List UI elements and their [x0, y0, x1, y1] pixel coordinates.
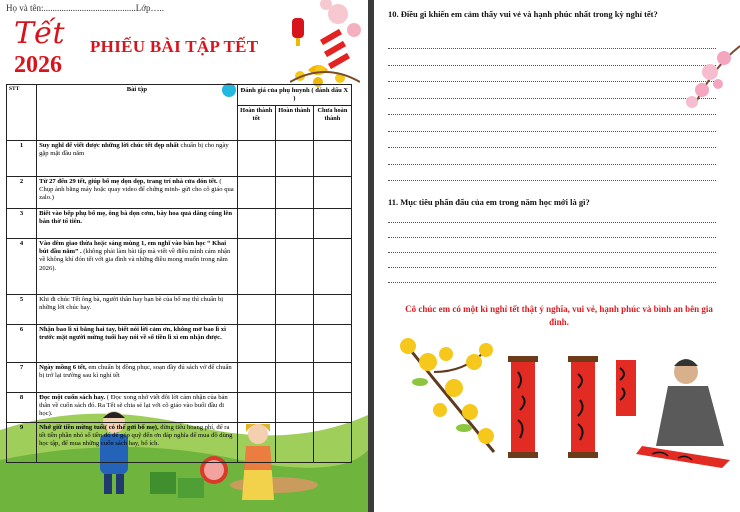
evaluation-checkbox-cell[interactable] — [275, 177, 313, 209]
task-detail-text: em chuẩn bị đồng phục, soạn đầy đủ sách vở để chuẩn bị trở lại trường sau kì nghỉ tết — [39, 364, 232, 380]
evaluation-checkbox-cell[interactable] — [313, 239, 351, 295]
task-description — [37, 423, 238, 463]
evaluation-checkbox-cell[interactable] — [275, 239, 313, 295]
row-number: 2 — [7, 177, 37, 209]
task-bold-text: Từ 27 đến 29 tết, giúp bố mẹ dọn dẹp, trang trí nhà cửa đón tết. — [39, 178, 218, 185]
row-number: 6 — [7, 325, 37, 363]
task-detail-text: (không phải làm bài tập mà viết về điều mình cảm nhận về không khí đón tết với gia đình và những điều mong muốn trong năm 2026). — [39, 248, 231, 272]
evaluation-checkbox-cell[interactable] — [275, 423, 313, 463]
evaluation-checkbox-cell[interactable] — [313, 423, 351, 463]
row-number: 4 — [7, 239, 37, 295]
evaluation-column-header: Hoàn thành — [275, 106, 313, 141]
worksheet-page-left — [0, 0, 368, 512]
row-number: 5 — [7, 295, 37, 325]
row-number: 8 — [7, 393, 37, 423]
answer-line-q10[interactable] — [388, 65, 716, 66]
table-row — [7, 141, 352, 177]
evaluation-checkbox-cell[interactable] — [313, 325, 351, 363]
calligrapher-illustration — [612, 350, 736, 470]
task-description — [37, 209, 238, 239]
row-number: 9 — [7, 423, 37, 463]
evaluation-checkbox-cell[interactable] — [275, 295, 313, 325]
task-bold-text: Suy nghĩ để viết được những lời chúc tết đẹp nhất — [39, 142, 179, 149]
task-bold-text: Ngày mồng 6 tết, — [39, 364, 87, 371]
answer-line-q10[interactable] — [388, 114, 716, 115]
task-description — [37, 239, 238, 295]
task-description — [37, 393, 238, 423]
yellow-apricot-blossom-illustration — [394, 332, 504, 462]
table-row — [7, 295, 352, 325]
table-row — [7, 239, 352, 295]
answer-line-q10[interactable] — [388, 48, 716, 49]
worksheet-page-right — [374, 0, 740, 512]
task-description — [37, 295, 238, 325]
answer-line-q10[interactable] — [388, 131, 716, 132]
year-label: 2026 — [14, 52, 62, 78]
teacher-wish-text: Cô chúc em có một kì nghỉ tết thật ý nghĩa, vui vẻ, hạnh phúc và bình an bên gia đình. — [405, 304, 713, 328]
evaluation-header: Đánh giá của phụ huynh ( đánh dấu X ) — [237, 85, 351, 106]
table-row — [7, 363, 352, 393]
evaluation-checkbox-cell[interactable] — [275, 393, 313, 423]
table-row — [7, 393, 352, 423]
task-header: Bài tập — [37, 85, 238, 141]
answer-line-q11[interactable] — [388, 252, 716, 253]
evaluation-column-header: Chưa hoàn thành — [313, 106, 351, 141]
answer-line-q10[interactable] — [388, 81, 716, 82]
peach-blossom-decoration — [674, 36, 740, 116]
evaluation-checkbox-cell[interactable] — [275, 141, 313, 177]
task-description — [37, 177, 238, 209]
evaluation-checkbox-cell[interactable] — [237, 423, 275, 463]
task-detail-text: ( Chụp ảnh bằng máy hoặc quay video để chứng minh- gửi cho cô giáo qua zalo.) — [39, 178, 234, 202]
evaluation-checkbox-cell[interactable] — [237, 239, 275, 295]
stt-header: STT — [7, 85, 37, 141]
evaluation-checkbox-cell[interactable] — [237, 177, 275, 209]
task-bold-text: Nhớ giữ tiền mừng tuổi( có thể gửi bố mẹ), — [39, 424, 159, 431]
row-number: 1 — [7, 141, 37, 177]
evaluation-checkbox-cell[interactable] — [313, 141, 351, 177]
task-detail-text: ( Đọc xong nhớ viết đôi lời cảm nhận của bản thân về cuốn sách đó. Ra Tết sẽ chia sẻ lại với cô giáo vào buổi đầu đi học). — [39, 394, 228, 418]
answer-line-q11[interactable] — [388, 267, 716, 268]
task-description — [37, 363, 238, 393]
question-11: 11. Mục tiêu phấn đấu của em trong năm học mới là gì? — [388, 197, 590, 207]
evaluation-checkbox-cell[interactable] — [237, 141, 275, 177]
task-detail-text: chuẩn bị cho ngày gặp mặt đầu năm — [39, 142, 229, 158]
evaluation-checkbox-cell[interactable] — [275, 363, 313, 393]
evaluation-checkbox-cell[interactable] — [237, 363, 275, 393]
worksheet-title: PHIẾU BÀI TẬP TẾT — [90, 37, 259, 56]
answer-line-q11[interactable] — [388, 282, 716, 283]
evaluation-checkbox-cell[interactable] — [237, 209, 275, 239]
task-bold-text: Vào đêm giao thừa hoặc sáng mùng 1, em nghĩ vào bàn học “ Khai bút đầu năm” . — [39, 240, 227, 256]
evaluation-checkbox-cell[interactable] — [237, 325, 275, 363]
evaluation-checkbox-cell[interactable] — [313, 393, 351, 423]
name-class-line: Họ và tên:.........................................Lớp….. — [6, 3, 164, 13]
row-number: 7 — [7, 363, 37, 393]
calligraphy-scroll-left — [508, 356, 538, 460]
table-row — [7, 209, 352, 239]
task-table — [6, 84, 352, 463]
evaluation-checkbox-cell[interactable] — [313, 177, 351, 209]
answer-line-q11[interactable] — [388, 237, 716, 238]
evaluation-checkbox-cell[interactable] — [313, 295, 351, 325]
task-description — [37, 141, 238, 177]
table-row — [7, 325, 352, 363]
row-number: 3 — [7, 209, 37, 239]
evaluation-checkbox-cell[interactable] — [237, 393, 275, 423]
evaluation-checkbox-cell[interactable] — [313, 363, 351, 393]
evaluation-checkbox-cell[interactable] — [275, 325, 313, 363]
answer-line-q10[interactable] — [388, 180, 716, 181]
task-bold-text: Đọc một cuốn sách hay. — [39, 394, 106, 401]
task-detail-text: Khi đi chúc Tết ông bà, người thân hay bạn bè của bố mẹ thì chuẩn bị những lời chúc hay. — [39, 296, 224, 312]
task-detail-text: đừng tiêu hoang phí, để ra tết tiền phần nhỏ số tiền đó để góp quỹ đến ơn đáp nghĩa để mua đồ dùng học tập, để mua những cuốn sách hay, bổ ích. — [39, 424, 233, 448]
table-row — [7, 177, 352, 209]
answer-line-q10[interactable] — [388, 147, 716, 148]
task-description — [37, 325, 238, 363]
question-10: 10. Điều gì khiến em cảm thấy vui vẻ và hạnh phúc nhất trong kỳ nghỉ tết? — [388, 9, 658, 19]
calligraphy-scroll-right — [568, 356, 598, 460]
evaluation-checkbox-cell[interactable] — [237, 295, 275, 325]
evaluation-checkbox-cell[interactable] — [275, 209, 313, 239]
answer-line-q10[interactable] — [388, 164, 716, 165]
evaluation-checkbox-cell[interactable] — [313, 209, 351, 239]
task-bold-text: Biết vào bếp phụ bố mẹ, ông bà dọn cơm, bày hoa quả dâng cúng lên bàn thờ tổ tiên. — [39, 210, 232, 226]
answer-line-q11[interactable] — [388, 222, 716, 223]
evaluation-column-header: Hoàn thành tốt — [237, 106, 275, 141]
table-row — [7, 423, 352, 463]
task-bold-text: Nhận bao lì xì bằng hai tay, biết nói lời cảm ơn, không mở bao lì xì trước mặt người mừng tuổi hay nói về số tiền lì xì em nhận được. — [39, 326, 226, 342]
answer-line-q10[interactable] — [388, 98, 716, 99]
tet-logo: Tết — [14, 16, 65, 51]
